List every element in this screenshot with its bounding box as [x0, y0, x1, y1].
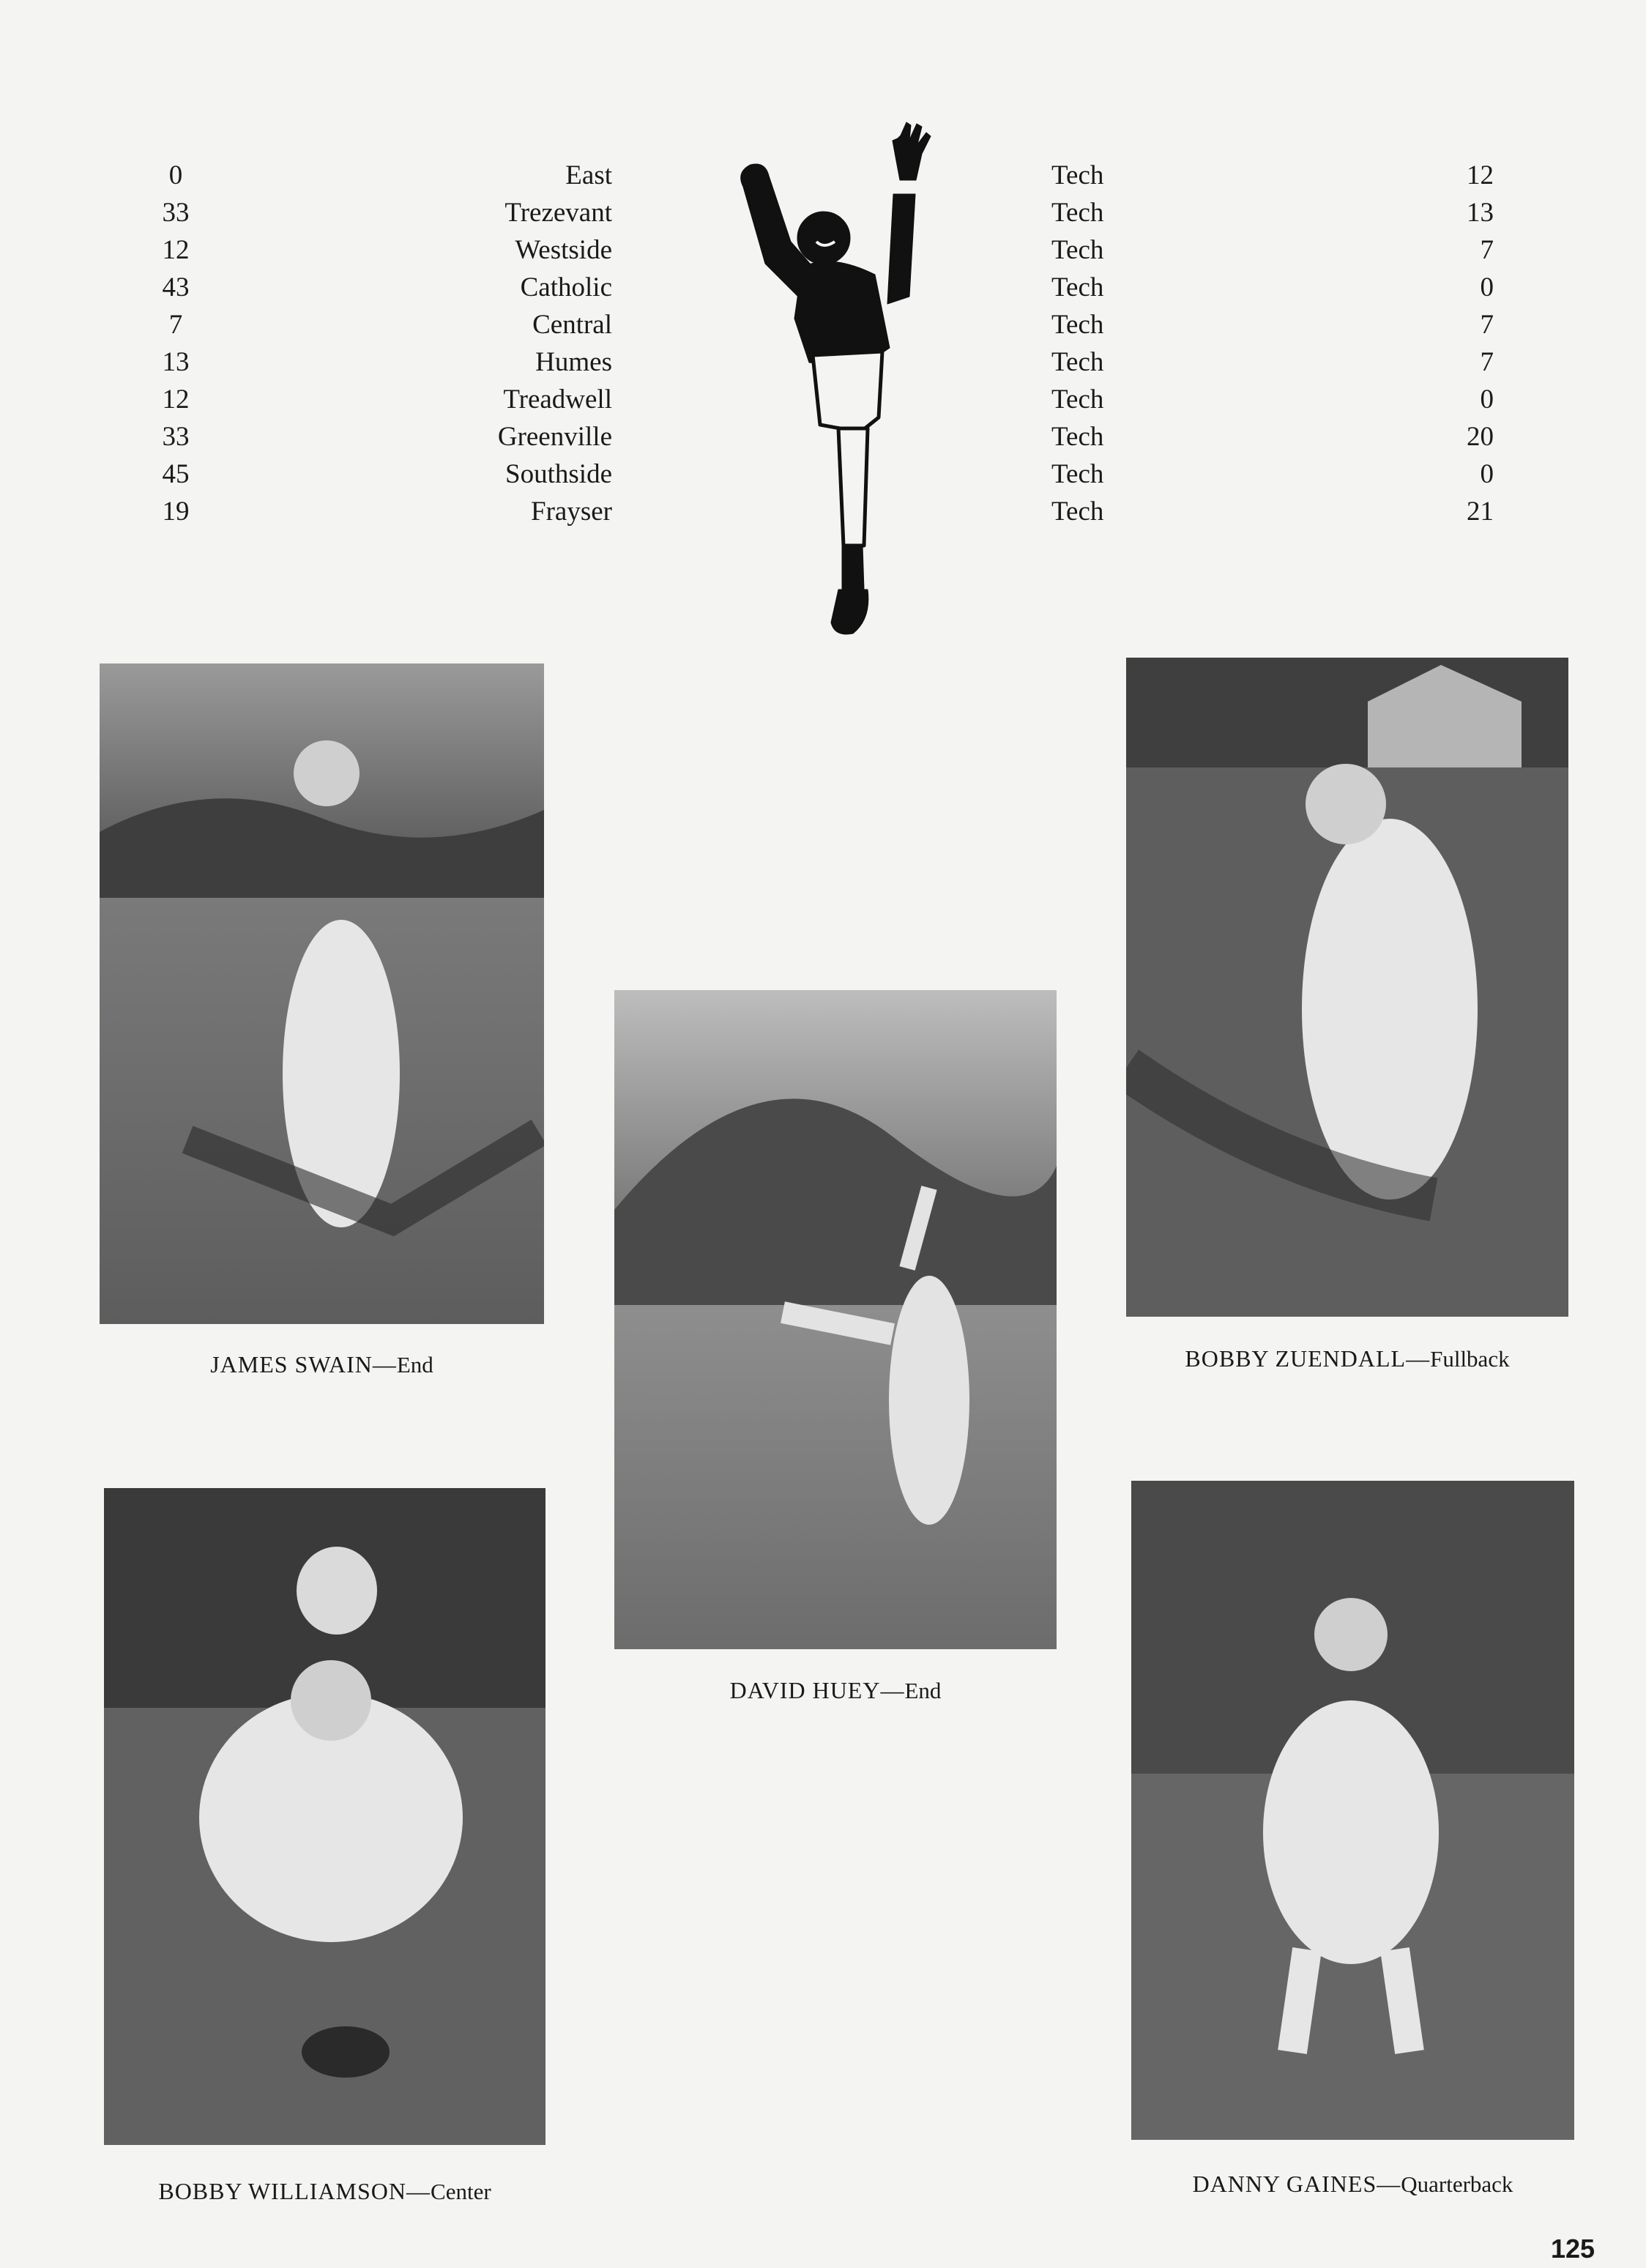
- photo-danny-gaines: [1131, 1481, 1574, 2140]
- player-position: Quarterback: [1401, 2171, 1513, 2197]
- team-name: Tech: [1051, 198, 1104, 228]
- player-position: End: [396, 1352, 433, 1377]
- team-score: 0: [1480, 459, 1494, 489]
- opponent-name: Greenville: [497, 422, 612, 452]
- player-name: BOBBY WILLIAMSON: [158, 2178, 407, 2204]
- team-score: 0: [1480, 272, 1494, 302]
- opponent-score: 12: [162, 235, 190, 265]
- caption-dash: —: [880, 1677, 905, 1703]
- opponent-name: Catholic: [520, 272, 612, 302]
- team-name: Tech: [1051, 310, 1104, 340]
- opponent-name: Humes: [535, 347, 612, 377]
- team-name: Tech: [1051, 497, 1104, 527]
- opponent-score: 12: [162, 384, 190, 414]
- caption-dash: —: [372, 1351, 397, 1377]
- team-name: Tech: [1051, 422, 1104, 452]
- photo-bobby-williamson: [104, 1488, 545, 2145]
- caption-danny-gaines: [1131, 2171, 1574, 2198]
- caption-dash: —: [1406, 1345, 1431, 1372]
- caption-david-huey: [614, 1677, 1057, 1704]
- football-kicker-illustration: [714, 121, 963, 685]
- player-position: End: [904, 1678, 942, 1703]
- caption-bobby-williamson: [104, 2178, 545, 2205]
- photo-david-huey: [614, 990, 1057, 1649]
- team-score: 13: [1467, 198, 1494, 228]
- opponent-score: 0: [168, 160, 183, 190]
- team-name: Tech: [1051, 384, 1104, 414]
- player-name: DAVID HUEY: [729, 1677, 881, 1703]
- caption-dash: —: [406, 2178, 431, 2204]
- opponent-score: 33: [162, 198, 190, 228]
- team-name: Tech: [1051, 459, 1104, 489]
- team-score: 12: [1467, 160, 1494, 190]
- opponent-name: Trezevant: [504, 198, 612, 228]
- page-number: 125: [1551, 2234, 1595, 2264]
- opponent-score: 13: [162, 347, 190, 377]
- opponent-name: Frayser: [531, 497, 612, 527]
- opponent-score: 45: [162, 459, 190, 489]
- team-name: Tech: [1051, 235, 1104, 265]
- opponent-score: 7: [168, 310, 183, 340]
- caption-bobby-zuendall: [1126, 1345, 1568, 1372]
- opponent-score: 33: [162, 422, 190, 452]
- opponent-score: 19: [162, 497, 190, 527]
- player-position: Fullback: [1430, 1346, 1510, 1372]
- opponent-name: Westside: [515, 235, 612, 265]
- opponent-name: Treadwell: [503, 384, 612, 414]
- caption-james-swain: [100, 1351, 544, 1378]
- player-name: BOBBY ZUENDALL: [1185, 1345, 1407, 1372]
- team-name: Tech: [1051, 160, 1104, 190]
- team-score: 7: [1480, 347, 1494, 377]
- opponent-name: Central: [532, 310, 612, 340]
- team-score: 20: [1467, 422, 1494, 452]
- player-position: Center: [431, 2179, 491, 2204]
- opponent-name: East: [565, 160, 612, 190]
- opponent-score: 43: [162, 272, 190, 302]
- team-name: Tech: [1051, 272, 1104, 302]
- team-score: 7: [1480, 310, 1494, 340]
- team-name: Tech: [1051, 347, 1104, 377]
- team-score: 0: [1480, 384, 1494, 414]
- player-name: JAMES SWAIN: [210, 1351, 373, 1377]
- team-score: 7: [1480, 235, 1494, 265]
- photo-james-swain: [100, 663, 544, 1324]
- player-name: DANNY GAINES: [1192, 2171, 1377, 2197]
- team-score: 21: [1467, 497, 1494, 527]
- caption-dash: —: [1377, 2171, 1401, 2197]
- opponent-name: Southside: [505, 459, 612, 489]
- photo-bobby-zuendall: [1126, 658, 1568, 1317]
